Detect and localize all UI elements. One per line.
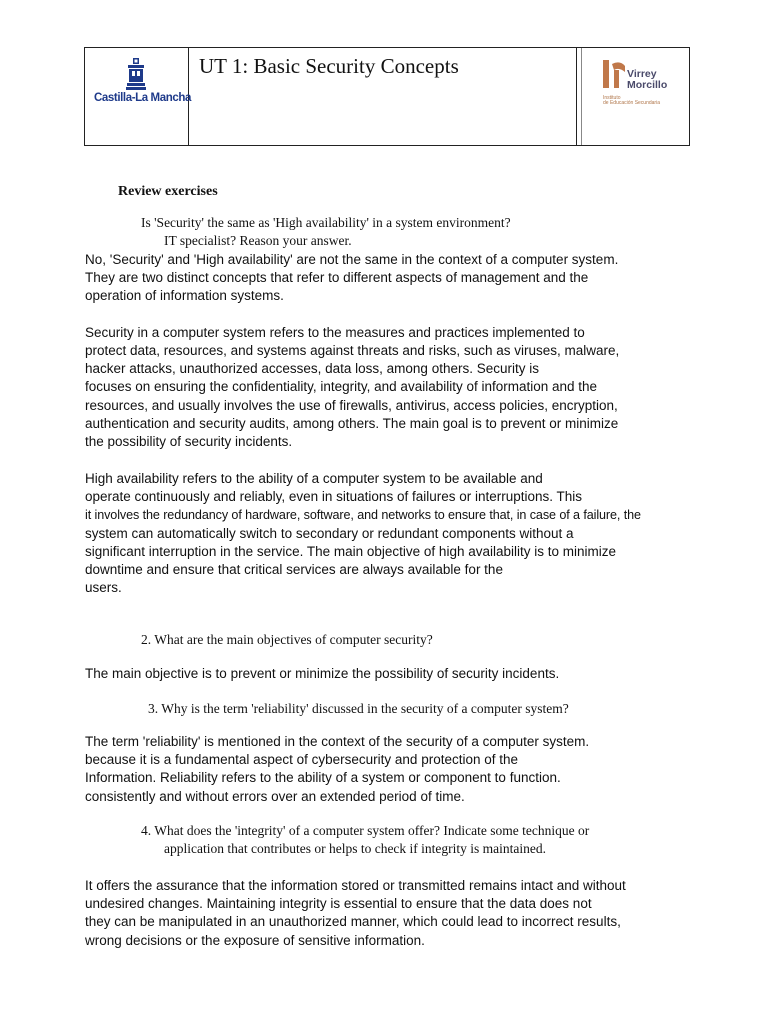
section-heading: Review exercises (118, 184, 218, 199)
answer-4-line: wrong decisions or the exposure of sensitive information. (85, 933, 425, 948)
answer-1-p3-line: downtime and ensure that critical services are always available for the (85, 562, 503, 577)
answer-1-p3-line: High availability refers to the ability of a computer system to be available and (85, 471, 543, 486)
virrey-morcillo-logo-sub2: de Educación Secundaria (603, 100, 660, 106)
answer-3-line: consistently and without errors over an extended period of time. (85, 789, 465, 804)
answer-4-line: undesired changes. Maintaining integrity is essential to ensure that the data does not (85, 896, 592, 911)
answer-3-line: because it is a fundamental aspect of cybersecurity and protection of the (85, 752, 519, 767)
answer-1-p1-line: No, 'Security' and 'High availability' are not the same in the context of a computer system. (85, 252, 619, 267)
castilla-la-mancha-emblem-icon (124, 57, 148, 91)
answer-4-line: they can be manipulated in an unauthorized manner, which could lead to incorrect results, (85, 914, 621, 929)
answer-1-p2-line: Security in a computer system refers to the measures and practices implemented to (85, 325, 585, 340)
question-4-line-2: application that contributes or helps to check if integrity is maintained. (164, 841, 547, 856)
answer-3-line: Information. Reliability refers to the ability of a system or component to function. (85, 770, 561, 785)
virrey-morcillo-logo-icon (600, 58, 628, 92)
virrey-morcillo-logo-line1: Virrey (627, 68, 657, 80)
answer-1-p2-line: authentication and security audits, among others. The main goal is to prevent or minimize (85, 416, 619, 431)
question-2: 2. What are the main objectives of computer security? (141, 632, 433, 647)
answer-1-p2-line: resources, and usually involves the use of firewalls, antivirus, access policies, encryption, (85, 398, 618, 413)
answer-1-p1-line: operation of information systems. (85, 288, 284, 303)
answer-1-p3-line: operate continuously and reliably, even in situations of failures or interruptions. This (85, 489, 583, 504)
answer-1-p3-line: significant interruption in the service. The main objective of high availability is to minimize (85, 544, 617, 559)
header-divider-right-inner (581, 48, 582, 145)
answer-1-p3-line: system can automatically switch to secondary or redundant components without a (85, 526, 574, 541)
answer-2: The main objective is to prevent or minimize the possibility of security incidents. (85, 666, 560, 681)
answer-3-line: The term 'reliability' is mentioned in the context of the security of a computer system. (85, 734, 590, 749)
answer-1-p3-line: users. (85, 580, 122, 595)
header-divider-right (576, 48, 577, 145)
question-1-line-1: Is 'Security' the same as 'High availability' in a system environment? (141, 215, 511, 230)
page-title: UT 1: Basic Security Concepts (199, 54, 459, 78)
question-3: 3. Why is the term 'reliability' discussed in the security of a computer system? (148, 701, 569, 716)
answer-1-p1-line: They are two distinct concepts that refer to different aspects of management and the (85, 270, 589, 285)
answer-4-line: It offers the assurance that the information stored or transmitted remains intact and without (85, 878, 626, 893)
answer-1-p2-line: focuses on ensuring the confidentiality, integrity, and availability of information and the (85, 379, 598, 394)
answer-1-p2-line: hacker attacks, unauthorized accesses, data loss, among others. Security is (85, 361, 539, 376)
answer-1-p2-line: the possibility of security incidents. (85, 434, 293, 449)
answer-1-p3-line: it involves the redundancy of hardware, software, and networks to ensure that, in case of a failure, the (85, 508, 641, 522)
answer-1-p2-line: protect data, resources, and systems against threats and risks, such as viruses, malware, (85, 343, 620, 358)
question-1-line-2: IT specialist? Reason your answer. (164, 233, 352, 248)
question-4-line-1: 4. What does the 'integrity' of a computer system offer? Indicate some technique or (141, 823, 590, 838)
virrey-morcillo-logo-sub1: Instituto (603, 95, 621, 101)
castilla-la-mancha-logo-text: Castilla-La Mancha (94, 92, 191, 104)
virrey-morcillo-logo-line2: Morcillo (627, 79, 668, 91)
